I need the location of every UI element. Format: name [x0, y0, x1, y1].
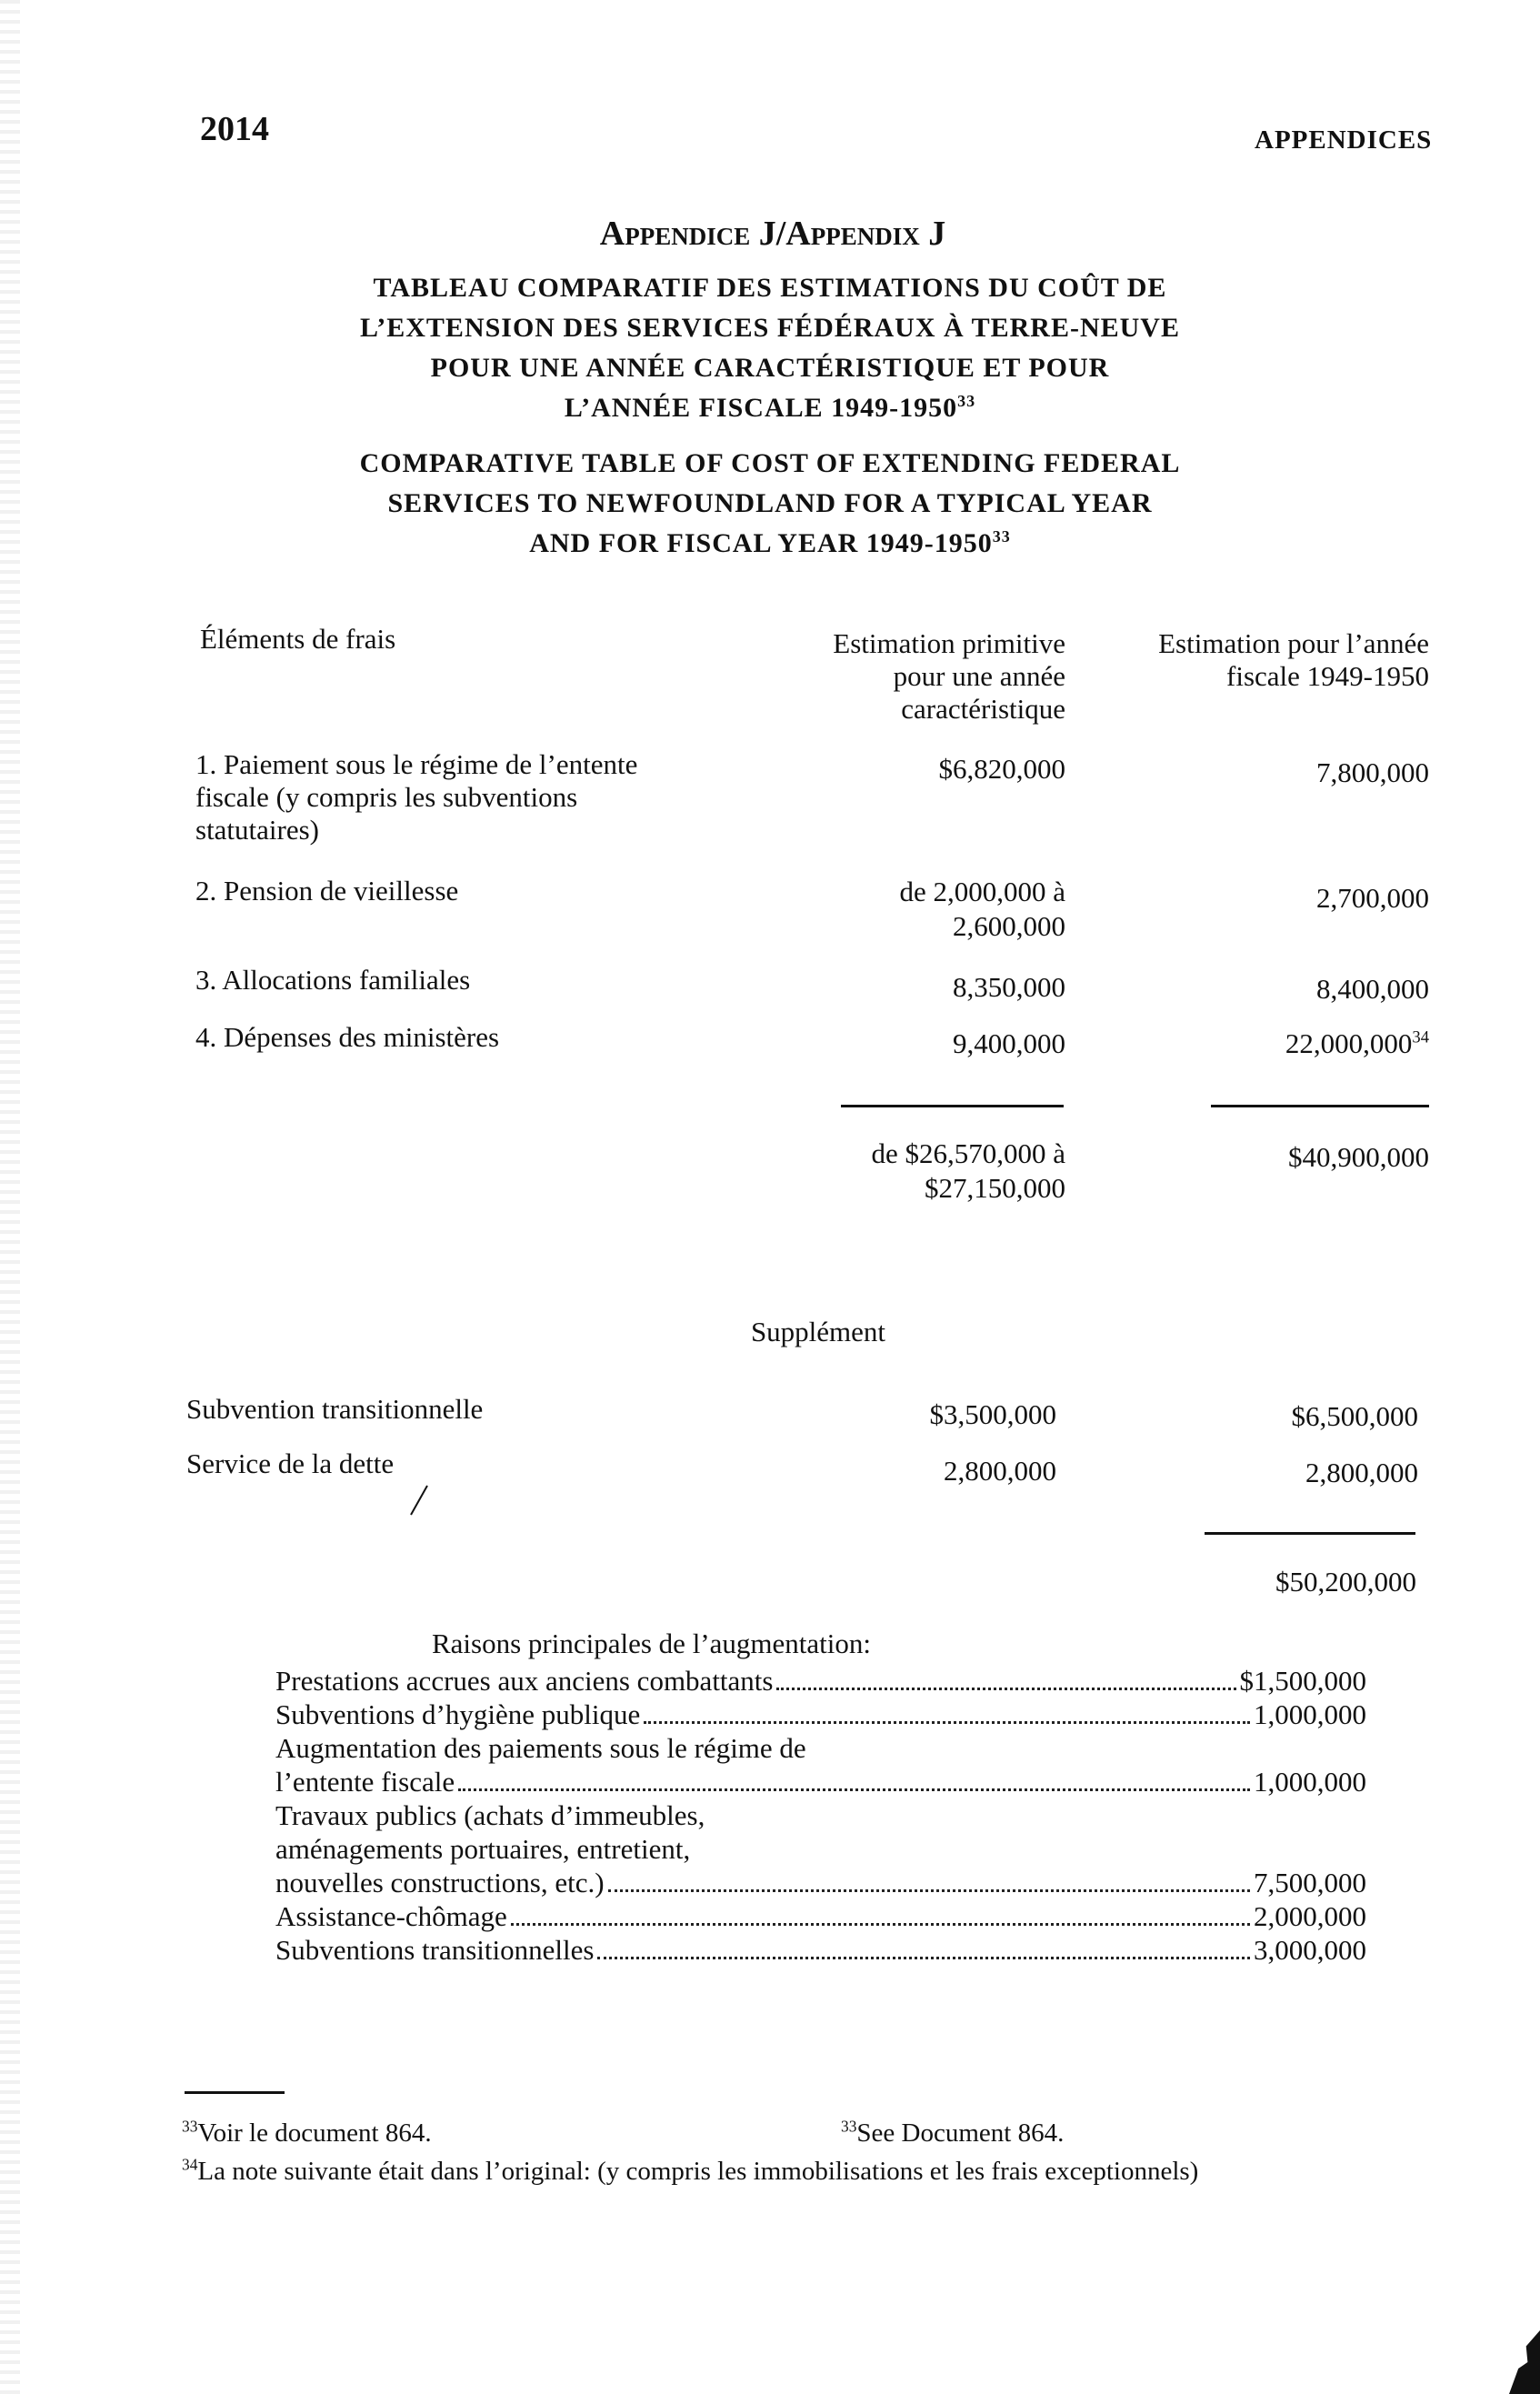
- reason-item: [275, 1664, 1366, 1698]
- row-label-line: 1. Paiement sous le régime de l’entente: [195, 748, 638, 780]
- reason-label: Travaux publics (achats d’immeubles,: [275, 1799, 705, 1831]
- grand-total-rule: [1205, 1532, 1415, 1535]
- row-original-line: 2,600,000: [953, 910, 1065, 942]
- supplement-heading: Supplément: [750, 1316, 886, 1347]
- page-number: 2014: [200, 110, 269, 148]
- reason-item: [275, 1698, 1366, 1731]
- reason-item: [275, 1798, 1366, 1899]
- reason-label: Augmentation des paiements sous le régime de: [275, 1732, 806, 1764]
- grand-total-value: $50,200,000: [1275, 1566, 1416, 1598]
- footnote-34: [182, 2157, 1198, 2187]
- reason-amount: 3,000,000: [1254, 1934, 1366, 1966]
- scan-edge-artifact: [0, 0, 20, 2394]
- footnote-ref: 33: [992, 527, 1011, 546]
- reason-amount: 1,000,000: [1254, 1766, 1366, 1798]
- total-original-line: de $26,570,000 à: [871, 1137, 1065, 1169]
- french-title-line: L’EXTENSION DES SERVICES FÉDÉRAUX À TERRE-NEUVE: [360, 313, 1180, 343]
- table-row-label: 3. Allocations familiales: [195, 964, 471, 996]
- footnote-text: La note suivante était dans l’original: (y compris les immobilisations et les frais exceptionnels): [197, 2157, 1199, 2186]
- row-original-value: [800, 875, 1065, 944]
- footnote-33-fr: [182, 2119, 432, 2149]
- row-original-line: de 2,000,000 à: [899, 876, 1065, 907]
- reason-label: Subventions transitionnelles: [275, 1934, 595, 1966]
- col-header-original-line: Estimation primitive: [833, 627, 1065, 659]
- row-original-value: 8,350,000: [953, 971, 1065, 1003]
- english-title-line: AND FOR FISCAL YEAR 1949-1950: [529, 528, 993, 558]
- footnote-text: See Document 864.: [856, 2119, 1065, 2148]
- col-header-fiscal-line: Estimation pour l’année: [1158, 627, 1429, 659]
- supplement-original-value: $3,500,000: [929, 1398, 1056, 1430]
- reason-item: [275, 1933, 1366, 1967]
- reasons-heading: Raisons principales de l’augmentation:: [432, 1628, 871, 1659]
- supplement-fiscal-value: 2,800,000: [1305, 1457, 1418, 1488]
- reason-amount: $1,500,000: [1239, 1665, 1366, 1697]
- col-header-original: [745, 627, 1065, 726]
- reason-amount: 1,000,000: [1254, 1698, 1366, 1730]
- stray-pen-mark: [407, 1484, 431, 1517]
- footnote-number: 33: [182, 2117, 198, 2136]
- row-label-line: fiscale (y compris les subventions: [195, 781, 578, 813]
- row-fiscal-value: 2,700,000: [1316, 882, 1429, 914]
- appendix-label: Appendice J/Appendix J: [599, 215, 946, 253]
- row-fiscal-value: 7,800,000: [1316, 756, 1429, 788]
- french-title: [315, 268, 1225, 428]
- french-title-line: L’ANNÉE FISCALE 1949-1950: [564, 393, 958, 423]
- row-original-value: $6,820,000: [938, 753, 1065, 785]
- french-title-line: TABLEAU COMPARATIF DES ESTIMATIONS DU COÛT DE: [373, 273, 1167, 303]
- footnote-text: Voir le document 864.: [197, 2119, 432, 2148]
- french-title-line: POUR UNE ANNÉE CARACTÉRISTIQUE ET POUR: [430, 353, 1110, 383]
- english-title-line: COMPARATIVE TABLE OF COST OF EXTENDING FEDERAL: [359, 448, 1181, 478]
- english-title: [315, 444, 1225, 564]
- supplement-row-label: Service de la dette: [186, 1447, 395, 1479]
- running-title: APPENDICES: [1255, 125, 1433, 155]
- col-header-fiscal: [1091, 627, 1429, 693]
- row-fiscal-value: 8,400,000: [1316, 973, 1429, 1005]
- row-original-value: 9,400,000: [953, 1027, 1065, 1059]
- footnote-ref: 33: [957, 392, 976, 410]
- row-label-line: statutaires): [195, 814, 320, 846]
- reason-amount: 7,500,000: [1254, 1867, 1366, 1898]
- reason-label: Prestations accrues aux anciens combattants: [275, 1665, 774, 1697]
- footnote-rule: [185, 2091, 285, 2094]
- footnote-number: 34: [182, 2155, 198, 2174]
- footnote-ref: 34: [1412, 1027, 1429, 1047]
- supplement-original-value: 2,800,000: [944, 1455, 1056, 1487]
- reason-label: nouvelles constructions, etc.): [275, 1867, 605, 1898]
- reasons-list: [275, 1664, 1366, 1967]
- row-fiscal-amount: 22,000,000: [1285, 1027, 1413, 1059]
- table-row-label: 4. Dépenses des ministères: [195, 1021, 500, 1053]
- col-header-items: Éléments de frais: [200, 623, 396, 655]
- total-rule-fiscal: [1211, 1105, 1429, 1107]
- reason-item: [275, 1899, 1366, 1933]
- total-rule-original: [841, 1105, 1064, 1107]
- reason-item: [275, 1731, 1366, 1798]
- reason-amount: 2,000,000: [1254, 1900, 1366, 1932]
- reason-label: Assistance-chômage: [275, 1900, 507, 1932]
- supplement-row-label: Subvention transitionnelle: [186, 1393, 484, 1425]
- col-header-fiscal-line: fiscale 1949-1950: [1226, 660, 1429, 692]
- table-row-label: [195, 748, 637, 846]
- col-header-original-line: caractéristique: [901, 693, 1065, 725]
- total-original-line: $27,150,000: [925, 1172, 1065, 1204]
- supplement-fiscal-value: $6,500,000: [1291, 1400, 1418, 1432]
- total-original: [764, 1137, 1065, 1206]
- reason-label: l’entente fiscale: [275, 1766, 455, 1798]
- reason-label: aménagements portuaires, entretient,: [275, 1833, 691, 1865]
- footnote-number: 33: [841, 2117, 857, 2136]
- total-fiscal: $40,900,000: [1288, 1141, 1429, 1173]
- scan-corner-artifact: [1509, 2330, 1540, 2394]
- reason-label: Subventions d’hygiène publique: [275, 1698, 641, 1730]
- footnote-33-en: [841, 2119, 1064, 2149]
- row-fiscal-value: [1182, 1027, 1429, 1060]
- col-header-original-line: pour une année: [893, 660, 1065, 692]
- table-row-label: 2. Pension de vieillesse: [195, 875, 459, 907]
- english-title-line: SERVICES TO NEWFOUNDLAND FOR A TYPICAL YEAR: [387, 488, 1153, 518]
